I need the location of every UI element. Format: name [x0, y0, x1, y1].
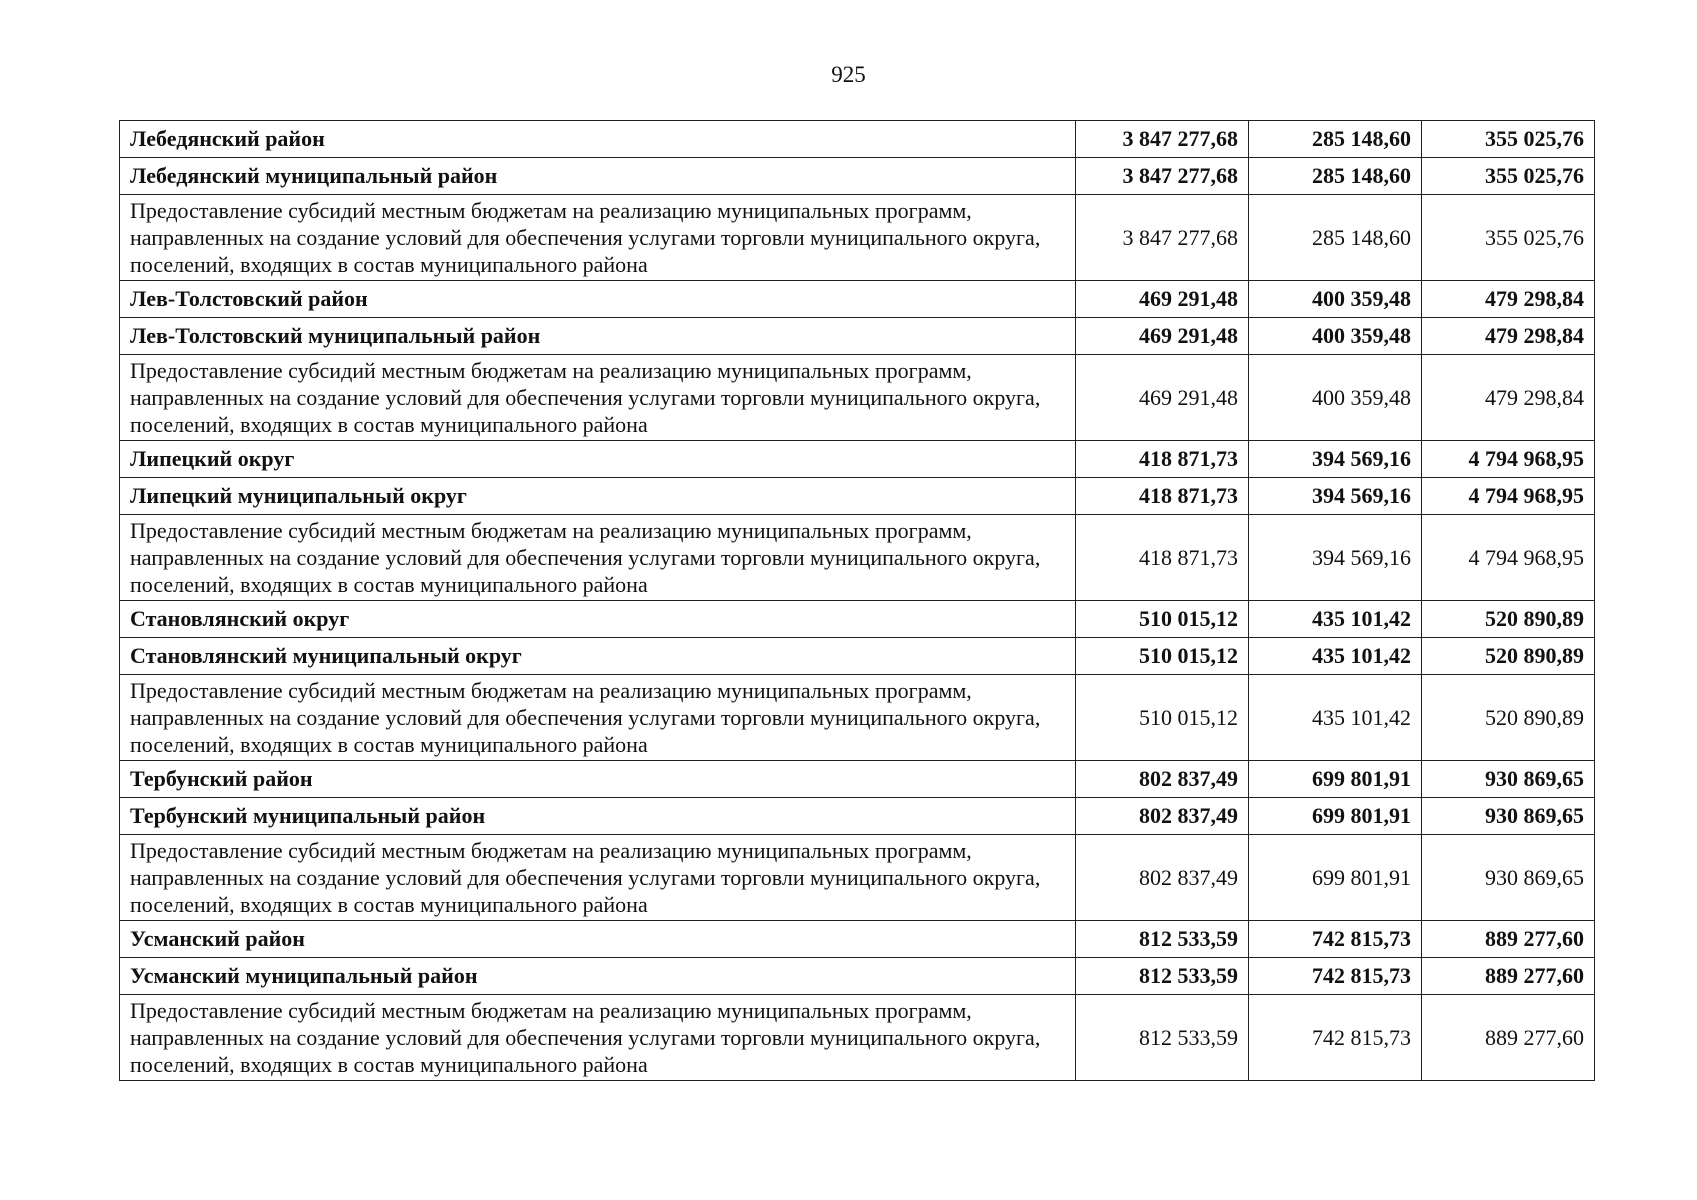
table-row-description	[120, 195, 1595, 281]
row-name-cell: Предоставление субсидий местным бюджетам на реализацию муниципальных программ, направленных на создание условий для обеспечения услугами торговли муниципального округа, поселений, входящих в состав муниципального района	[120, 995, 1076, 1081]
row-value-2-cell: 435 101,42	[1249, 675, 1422, 761]
page-number: 925	[831, 62, 866, 87]
row-name-cell: Становлянский округ	[120, 601, 1076, 638]
row-name-cell: Предоставление субсидий местным бюджетам на реализацию муниципальных программ, направленных на создание условий для обеспечения услугами торговли муниципального округа, поселений, входящих в состав муниципального района	[120, 195, 1076, 281]
row-value-1-cell: 469 291,48	[1076, 355, 1249, 441]
table-row-heading	[120, 318, 1595, 355]
row-name-cell: Липецкий муниципальный округ	[120, 478, 1076, 515]
table-row-heading	[120, 798, 1595, 835]
row-name-cell: Тербунский муниципальный район	[120, 798, 1076, 835]
row-value-3-cell: 889 277,60	[1422, 958, 1595, 995]
row-value-2-cell: 699 801,91	[1249, 761, 1422, 798]
row-value-1-cell: 510 015,12	[1076, 638, 1249, 675]
row-value-2-cell: 400 359,48	[1249, 281, 1422, 318]
row-value-3-cell: 479 298,84	[1422, 318, 1595, 355]
row-value-1-cell: 802 837,49	[1076, 761, 1249, 798]
row-name-cell: Усманский муниципальный район	[120, 958, 1076, 995]
row-value-2-cell: 400 359,48	[1249, 355, 1422, 441]
row-value-1-cell: 469 291,48	[1076, 281, 1249, 318]
row-value-3-cell: 355 025,76	[1422, 158, 1595, 195]
row-value-3-cell: 889 277,60	[1422, 995, 1595, 1081]
row-name-cell: Тербунский район	[120, 761, 1076, 798]
row-value-3-cell: 520 890,89	[1422, 638, 1595, 675]
row-value-1-cell: 802 837,49	[1076, 798, 1249, 835]
row-value-3-cell: 355 025,76	[1422, 121, 1595, 158]
table-row-description	[120, 355, 1595, 441]
row-value-2-cell: 742 815,73	[1249, 995, 1422, 1081]
row-value-1-cell: 812 533,59	[1076, 921, 1249, 958]
table-row-description	[120, 995, 1595, 1081]
row-name-cell: Предоставление субсидий местным бюджетам на реализацию муниципальных программ, направленных на создание условий для обеспечения услугами торговли муниципального округа, поселений, входящих в состав муниципального района	[120, 835, 1076, 921]
row-name-cell: Предоставление субсидий местным бюджетам на реализацию муниципальных программ, направленных на создание условий для обеспечения услугами торговли муниципального округа, поселений, входящих в состав муниципального района	[120, 355, 1076, 441]
row-value-3-cell: 355 025,76	[1422, 195, 1595, 281]
row-value-1-cell: 418 871,73	[1076, 478, 1249, 515]
row-value-3-cell: 4 794 968,95	[1422, 478, 1595, 515]
row-value-2-cell: 400 359,48	[1249, 318, 1422, 355]
table-row-heading	[120, 761, 1595, 798]
row-value-1-cell: 812 533,59	[1076, 995, 1249, 1081]
row-value-1-cell: 3 847 277,68	[1076, 158, 1249, 195]
budget-table-body	[120, 121, 1595, 1081]
row-name-cell: Предоставление субсидий местным бюджетам на реализацию муниципальных программ, направленных на создание условий для обеспечения услугами торговли муниципального округа, поселений, входящих в состав муниципального района	[120, 515, 1076, 601]
row-value-2-cell: 285 148,60	[1249, 158, 1422, 195]
row-value-3-cell: 479 298,84	[1422, 281, 1595, 318]
table-row-description	[120, 675, 1595, 761]
row-value-3-cell: 930 869,65	[1422, 761, 1595, 798]
row-value-1-cell: 802 837,49	[1076, 835, 1249, 921]
row-value-2-cell: 285 148,60	[1249, 121, 1422, 158]
row-name-cell: Лев-Толстовский муниципальный район	[120, 318, 1076, 355]
row-value-1-cell: 418 871,73	[1076, 441, 1249, 478]
table-row-heading	[120, 121, 1595, 158]
row-value-3-cell: 479 298,84	[1422, 355, 1595, 441]
table-row-heading	[120, 158, 1595, 195]
row-name-cell: Лев-Толстовский район	[120, 281, 1076, 318]
table-row-heading	[120, 921, 1595, 958]
row-name-cell: Лебедянский район	[120, 121, 1076, 158]
row-value-2-cell: 394 569,16	[1249, 478, 1422, 515]
budget-table	[119, 120, 1595, 1081]
row-value-2-cell: 435 101,42	[1249, 601, 1422, 638]
row-value-3-cell: 4 794 968,95	[1422, 441, 1595, 478]
row-name-cell: Становлянский муниципальный округ	[120, 638, 1076, 675]
row-value-1-cell: 510 015,12	[1076, 675, 1249, 761]
table-row-heading	[120, 601, 1595, 638]
table-row-description	[120, 515, 1595, 601]
row-value-3-cell: 930 869,65	[1422, 835, 1595, 921]
row-value-3-cell: 520 890,89	[1422, 601, 1595, 638]
row-value-1-cell: 812 533,59	[1076, 958, 1249, 995]
row-value-2-cell: 742 815,73	[1249, 921, 1422, 958]
row-value-2-cell: 742 815,73	[1249, 958, 1422, 995]
row-value-2-cell: 435 101,42	[1249, 638, 1422, 675]
table-row-heading	[120, 638, 1595, 675]
row-value-2-cell: 699 801,91	[1249, 798, 1422, 835]
table-row-heading	[120, 441, 1595, 478]
row-name-cell: Липецкий округ	[120, 441, 1076, 478]
row-value-3-cell: 520 890,89	[1422, 675, 1595, 761]
row-value-3-cell: 4 794 968,95	[1422, 515, 1595, 601]
row-value-1-cell: 510 015,12	[1076, 601, 1249, 638]
row-name-cell: Усманский район	[120, 921, 1076, 958]
row-value-1-cell: 3 847 277,68	[1076, 121, 1249, 158]
row-value-2-cell: 394 569,16	[1249, 441, 1422, 478]
table-row-description	[120, 835, 1595, 921]
row-value-1-cell: 418 871,73	[1076, 515, 1249, 601]
row-value-2-cell: 285 148,60	[1249, 195, 1422, 281]
row-value-1-cell: 3 847 277,68	[1076, 195, 1249, 281]
row-value-1-cell: 469 291,48	[1076, 318, 1249, 355]
table-row-heading	[120, 478, 1595, 515]
row-value-3-cell: 889 277,60	[1422, 921, 1595, 958]
table-row-heading	[120, 958, 1595, 995]
row-value-3-cell: 930 869,65	[1422, 798, 1595, 835]
table-row-heading	[120, 281, 1595, 318]
row-name-cell: Предоставление субсидий местным бюджетам на реализацию муниципальных программ, направленных на создание условий для обеспечения услугами торговли муниципального округа, поселений, входящих в состав муниципального района	[120, 675, 1076, 761]
row-name-cell: Лебедянский муниципальный район	[120, 158, 1076, 195]
row-value-2-cell: 394 569,16	[1249, 515, 1422, 601]
row-value-2-cell: 699 801,91	[1249, 835, 1422, 921]
